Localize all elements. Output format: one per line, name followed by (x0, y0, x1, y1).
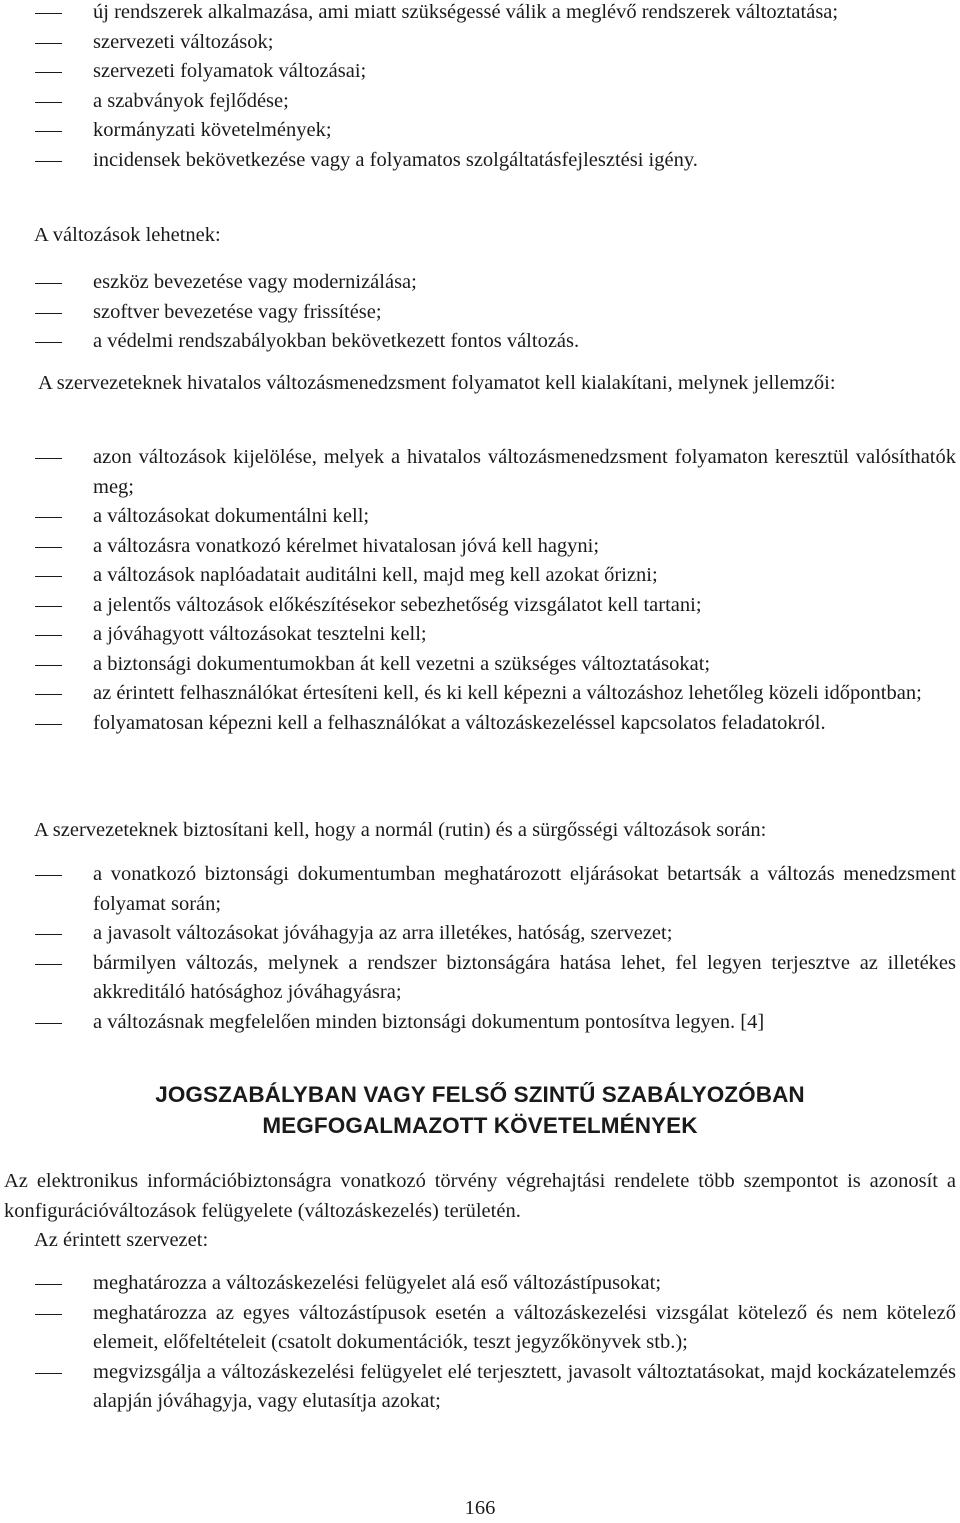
list-item: incidensek bekövetkezése vagy a folyamatos szolgáltatásfejlesztési igény. (0, 146, 960, 176)
list-item: a változásokat dokumentálni kell; (0, 502, 960, 532)
list-item: a jóváhagyott változásokat tesztelni kell; (0, 620, 960, 650)
change-types-list (0, 268, 960, 357)
routine-urgent-intro: A szervezeteknek biztosítani kell, hogy a normál (rutin) és a sürgősségi változások során: (34, 819, 767, 841)
change-types-intro: A változások lehetnek: (34, 224, 221, 246)
list-item: megvizsgálja a változáskezelési felügyelet elé terjesztett, javasolt változtatásokat, majd kockázatelemzés alapján jóváhagyja, vagy elutasítja azokat; (0, 1358, 960, 1417)
change-management-paragraph: A szervezeteknek hivatalos változásmenedzsment folyamatot kell kialakítani, melynek jellemzői: (38, 372, 836, 394)
section-heading (0, 1079, 960, 1141)
list-item: a változások naplóadatait auditálni kell, majd meg kell azokat őrizni; (0, 561, 960, 591)
page-number: 166 (464, 1497, 496, 1519)
list-item: a változásnak megfelelően minden biztonsági dokumentum pontosítva legyen. [4] (0, 1008, 960, 1038)
list-item: a szabványok fejlődése; (0, 87, 960, 117)
list-item: azon változások kijelölése, melyek a hivatalos változásmenedzsment folyamaton keresztül valósíthatók meg; (0, 443, 960, 502)
list-item: bármilyen változás, melynek a rendszer biztonságára hatása lehet, fel legyen terjesztve az illetékes akkreditáló hatósághoz jóváhagyásra; (0, 949, 960, 1008)
list-item: a vonatkozó biztonsági dokumentumban meghatározott eljárásokat betartsák a változás menedzsment folyamat során; (0, 860, 960, 919)
affected-organization-list (0, 1269, 960, 1417)
list-item: szervezeti folyamatok változásai; (0, 57, 960, 87)
list-item: eszköz bevezetése vagy modernizálása; (0, 268, 960, 298)
list-item: meghatározza az egyes változástípusok esetén a változáskezelési vizsgálat kötelező és nem kötelező elemeit, előfeltételeit (csatolt dokumentációk, teszt jegyzőkönyvek stb.); (0, 1299, 960, 1358)
list-item: szoftver bevezetése vagy frissítése; (0, 298, 960, 328)
list-item: a biztonsági dokumentumokban át kell vezetni a szükséges változtatásokat; (0, 650, 960, 680)
section-heading-line-1: JOGSZABÁLYBAN VAGY FELSŐ SZINTŰ SZABÁLYOZÓBAN (155, 1082, 805, 1107)
change-management-characteristics-list (0, 443, 960, 738)
list-item: a védelmi rendszabályokban bekövetkezett fontos változás. (0, 327, 960, 357)
list-item: új rendszerek alkalmazása, ami miatt szükségessé válik a meglévő rendszerek változtatása; (0, 0, 960, 28)
list-item: a változásra vonatkozó kérelmet hivatalosan jóvá kell hagyni; (0, 532, 960, 562)
regulation-paragraph: Az elektronikus információbiztonságra vonatkozó törvény végrehajtási rendelete több szempontot is azonosít a konfigurációváltozások felügyelete (változáskezelés) területén. (4, 1170, 956, 1222)
list-item: az érintett felhasználókat értesíteni kell, és ki kell képezni a változáshoz lehetőleg közeli időpontban; (0, 679, 960, 709)
list-item: folyamatosan képezni kell a felhasználókat a változáskezeléssel kapcsolatos feladatokról. (0, 709, 960, 739)
list-item: a jelentős változások előkészítésekor sebezhetőség vizsgálatot kell tartani; (0, 591, 960, 621)
section-heading-line-2: MEGFOGALMAZOTT KÖVETELMÉNYEK (262, 1113, 698, 1138)
change-triggers-list (0, 0, 960, 175)
list-item: kormányzati követelmények; (0, 116, 960, 146)
routine-urgent-list (0, 860, 960, 1037)
affected-organization-intro: Az érintett szervezet: (34, 1229, 209, 1251)
list-item: szervezeti változások; (0, 28, 960, 58)
list-item: a javasolt változásokat jóváhagyja az arra illetékes, hatóság, szervezet; (0, 919, 960, 949)
list-item: meghatározza a változáskezelési felügyelet alá eső változástípusokat; (0, 1269, 960, 1299)
